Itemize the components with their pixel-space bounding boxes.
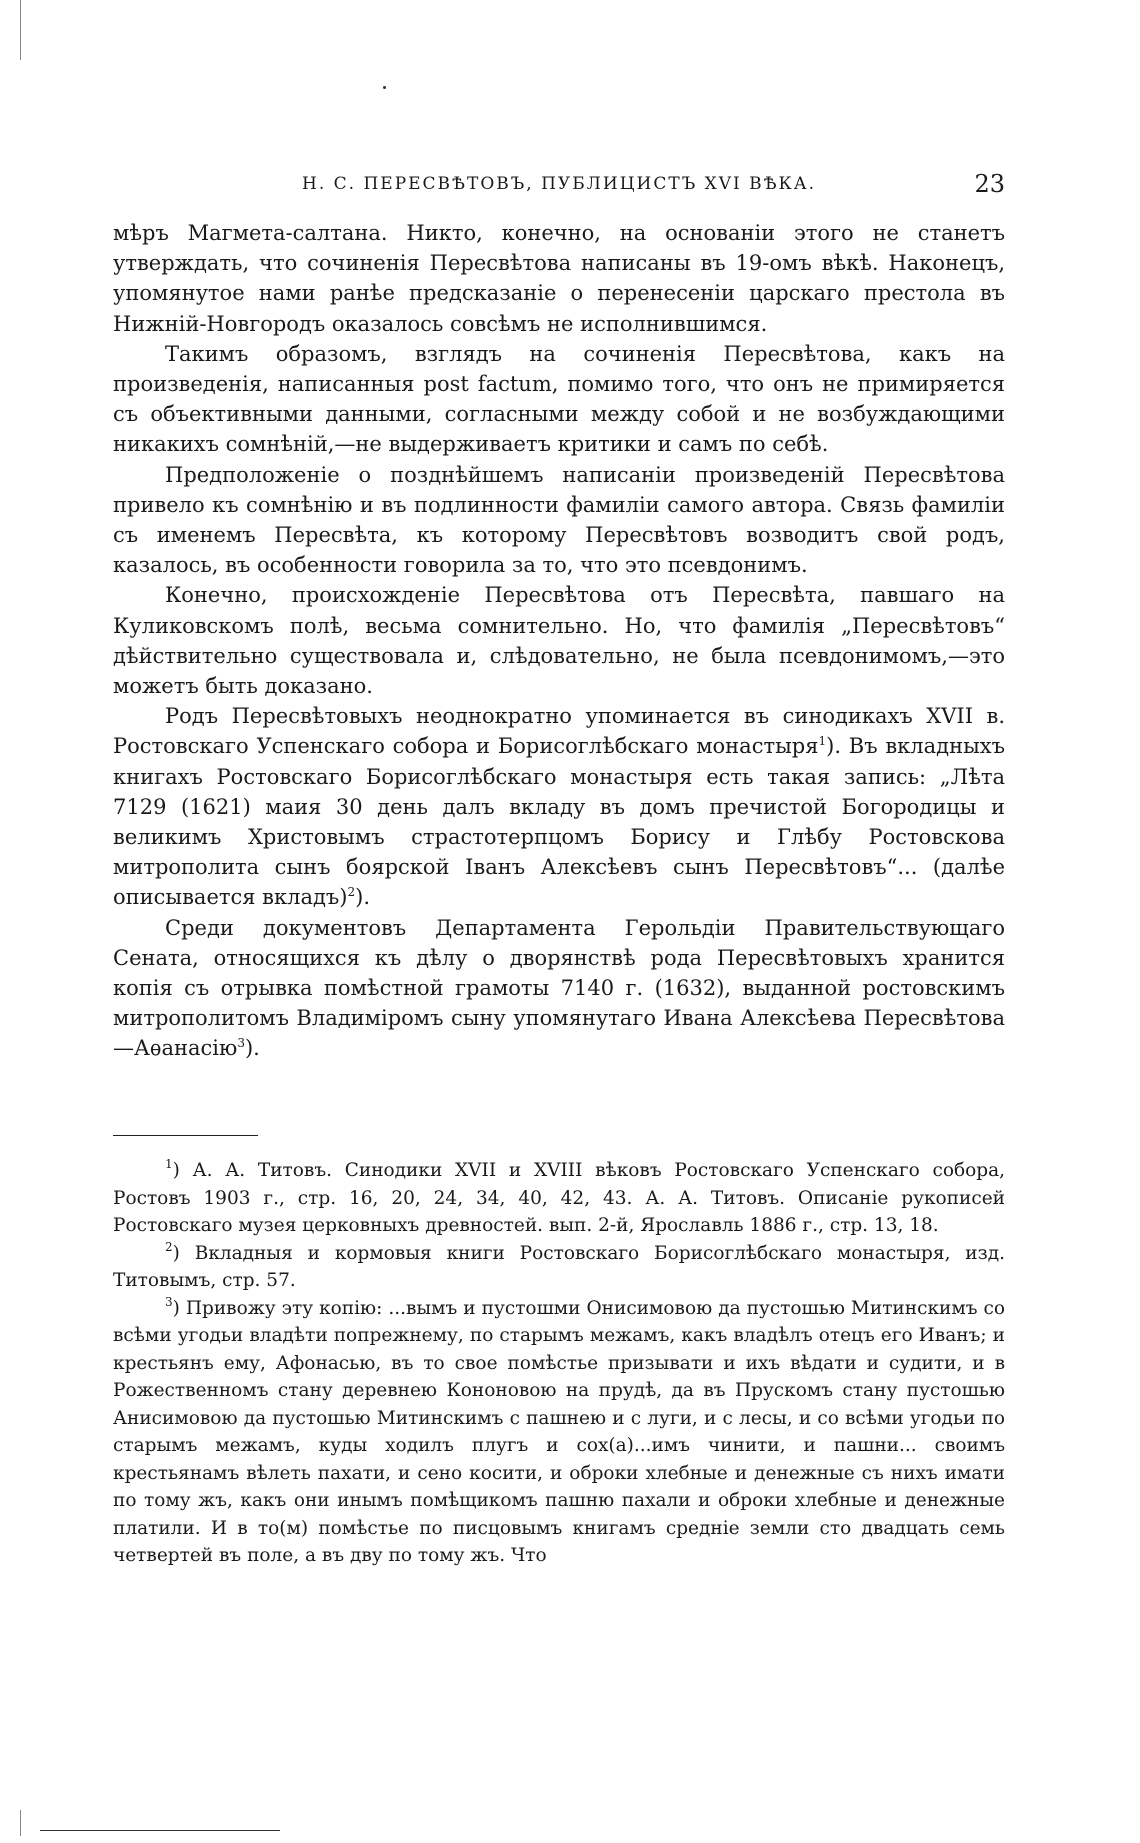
paragraph bbox=[113, 913, 1005, 1064]
footnote-ref: 2 bbox=[347, 885, 356, 900]
paragraph: мѣръ Магмета-салтана. Никто, конечно, на основаніи этого не станетъ утверждать, что сочиненія Пересвѣтова написаны въ 19-омъ вѣкѣ. Наконецъ, упомянутое нами ранѣе предсказаніе о перенесеніи царскаго престола въ Нижній-Новгородъ оказалось совсѣмъ не исполнившимся. bbox=[113, 221, 1005, 336]
footnote-marker: 1 bbox=[165, 1157, 173, 1171]
paragraph-text: Среди документовъ Департамента Герольдіи Правительствующаго Сената, относящихся къ дѣлу о дворянствѣ рода Пересвѣтовыхъ хранится копія съ отрывка помѣстной грамоты 7140 г. (1632), выданной ростовскимъ митрополитомъ Владиміромъ сыну упомянутаго Ивана Алексѣева Пересвѣтова—Аѳанасію bbox=[113, 915, 1005, 1061]
scan-bottom-line bbox=[40, 1830, 280, 1831]
paragraph-text: ). bbox=[355, 885, 370, 910]
footnote bbox=[113, 1157, 1005, 1240]
footnote bbox=[113, 1240, 1005, 1295]
footnotes bbox=[113, 1157, 1005, 1570]
footnote-ref: 3 bbox=[237, 1036, 245, 1051]
scan-margin-line-bottom bbox=[20, 1810, 21, 1836]
footnote-ref: 1 bbox=[818, 734, 827, 749]
paragraph: Предположеніе о позднѣйшемъ написаніи произведеній Пересвѣтова привело къ сомнѣнію и въ подлинности фамиліи самого автора. Связь фамиліи съ именемъ Пересвѣта, къ которому Пересвѣтовъ возводитъ свой родъ, казалось, въ особенности говорила за то, что это псевдонимъ. bbox=[113, 462, 1005, 578]
paragraph bbox=[113, 701, 1005, 912]
scan-margin-line-top bbox=[20, 0, 21, 60]
footnote-text: ) Вкладныя и кормовыя книги Ростовскаго Борисоглѣбскаго монастыря, изд. Титовымъ, стр. 57. bbox=[113, 1242, 1005, 1291]
footnote-text: ) Привожу эту копію: ...вымъ и пустошми Онисимовою да пустошью Митинскимъ со всѣми угодьи владѣти попрежнему, по старымъ межамъ, какъ владѣлъ отецъ его Иванъ; и крестьянъ ему, Афонасью, въ то свое помѣстье призывати и ихъ вѣдати и судити, и в Рожественномъ стану деревнею Кононовою на прудѣ, да въ Прускомъ стану пустошью Анисимовою да пустошью Митинскимъ с пашнею и с луги, и с лесы, и со всѣми угодьи по старымъ межамъ, куды ходилъ плугъ и сох(а)...имъ чинити, и пашни... своимъ крестьянамъ вѣлеть пахати, и сено косити, и оброки хлебные и денежные съ нихъ имати по тому жъ, какъ они инымъ помѣщикомъ пашню пахали и оброки хлебные и денежные платили. И в то(м) помѣстье по писцовымъ книгамъ средніе земли сто двадцать семь четвертей въ поле, а въ дву по тому жъ. Что bbox=[113, 1297, 1005, 1566]
scan-speck bbox=[383, 86, 386, 89]
page-number: 23 bbox=[974, 170, 1005, 198]
footnote-text: ) А. А. Титовъ. Синодики XVII и XVIII вѣковъ Ростовскаго Успенскаго собора, Ростовъ 1903 г., стр. 16, 20, 24, 34, 40, 42, 43. А. А. Титовъ. Описаніе рукописей Ростовскаго музея церковныхъ древностей. вып. 2-й, Ярославль 1886 г., стр. 13, 18. bbox=[113, 1160, 1005, 1236]
paragraph: Конечно, происхожденіе Пересвѣтова отъ Пересвѣта, павшаго на Куликовскомъ полѣ, весьма сомнительно. Но, что фамилія „Пересвѣтовъ“ дѣйствительно существовала и, слѣдовательно, не была псевдонимомъ,—это можетъ быть доказано. bbox=[113, 583, 1005, 699]
paragraph-text: ). Въ вкладныхъ книгахъ Ростовскаго Борисоглѣбскаго монастыря есть такая запись: „Лѣта 7129 (1621) маия 30 день далъ вкладу въ домъ пречистой Богородицы и великимъ Христовымъ страстотерпцомъ Борису и Глѣбу Ростовскова митрополита сынъ боярской Іванъ Алексѣевъ сынъ Пересвѣтовъ“... (далѣе описывается вкладъ) bbox=[113, 734, 1005, 910]
running-title: Н. С. ПЕРЕСВѢТОВЪ, ПУБЛИЦИСТЪ XVI ВѢКА. bbox=[302, 174, 816, 194]
footnote-marker: 2 bbox=[165, 1239, 173, 1254]
footnote-marker: 3 bbox=[165, 1294, 173, 1309]
paragraph: Такимъ образомъ, взглядъ на сочиненія Пересвѣтова, какъ на произведенія, написанныя post factum, помимо того, что онъ не примиряется съ объективными данными, согласными между собой и не возбуждающими никакихъ сомнѣній,—не выдерживаетъ критики и самъ по себѣ. bbox=[113, 341, 1005, 457]
footnote-separator bbox=[113, 1135, 258, 1136]
page-header bbox=[113, 170, 1005, 200]
footnote bbox=[113, 1295, 1005, 1570]
body-text bbox=[113, 218, 1005, 1064]
paragraph-text: ). bbox=[244, 1036, 260, 1061]
paragraph-text: Родъ Пересвѣтовыхъ неоднократно упоминается въ синодикахъ XVII в. Ростовскаго Успенскаго собора и Борисоглѣбскаго монастыря bbox=[113, 704, 1005, 759]
